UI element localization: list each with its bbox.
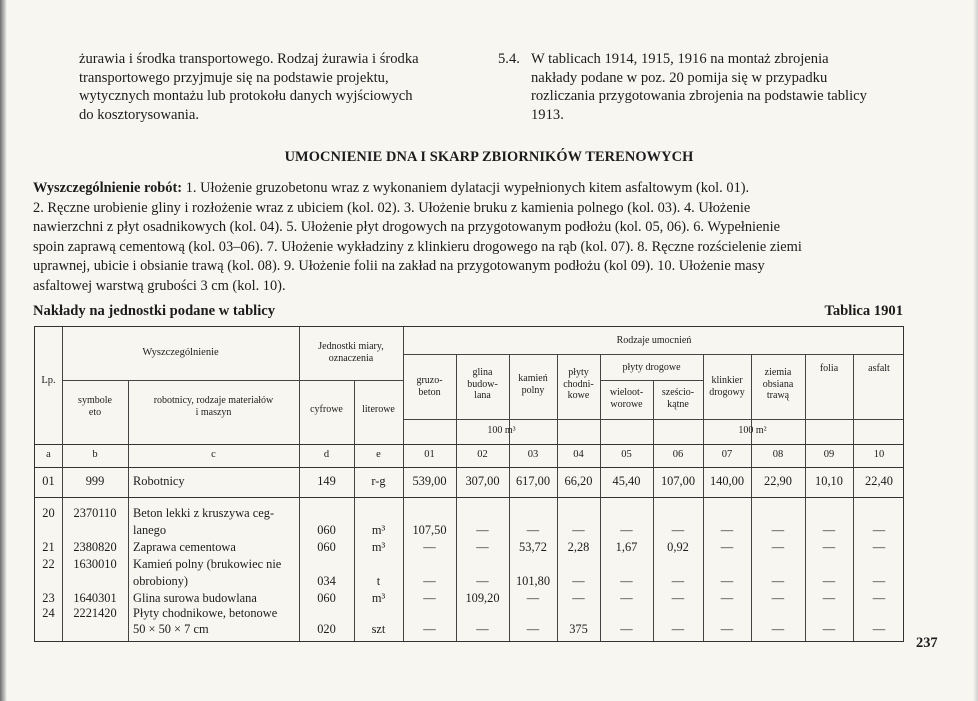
grid-line xyxy=(35,497,903,498)
text-line-content: 1. Ułożenie gruzobetonu wraz z wykonaniem dylatacji wypełnionych kitem asfaltowym (kol. 01). xyxy=(185,180,750,196)
page-binding-shadow xyxy=(0,0,7,701)
header-rodzaje: Rodzaje umocnień xyxy=(616,335,692,346)
grid-line xyxy=(62,380,403,381)
header-unit-left: 100 m³ xyxy=(487,425,516,436)
cell-value: 1,67 xyxy=(615,540,638,554)
header-line: robotnicy, rodzaje materiałów xyxy=(153,395,274,406)
header-unit-right: 100 m² xyxy=(738,425,767,436)
cell-value: — xyxy=(572,591,585,605)
cell-value: 539,00 xyxy=(412,474,447,488)
cell-symbol: 2370110 xyxy=(73,506,117,520)
header-ziemia xyxy=(751,367,805,402)
col-letter: 07 xyxy=(721,449,733,460)
header-line: płyty xyxy=(568,367,589,378)
page-number: 237 xyxy=(916,635,938,651)
cell-value: — xyxy=(872,622,886,636)
cell-name: Zaprawa cementowa xyxy=(133,540,236,554)
header-plyty-drogowe: płyty drogowe xyxy=(622,362,681,373)
cell-value: — xyxy=(720,622,734,636)
cell-value: 617,00 xyxy=(515,474,551,488)
cell-value: — xyxy=(476,622,489,636)
header-plyty-chodnikowe xyxy=(557,367,600,402)
cell-value: 307,00 xyxy=(465,474,500,488)
cell-cyfrowe: 034 xyxy=(317,574,336,588)
header-line: polny xyxy=(521,384,545,396)
header-line: wieloot- xyxy=(609,387,644,398)
cell-name: Glina surowa budowlana xyxy=(133,591,257,605)
cell-value: — xyxy=(671,622,685,636)
header-line: oznaczenia xyxy=(328,352,374,364)
paragraph-number: 5.4. xyxy=(498,51,520,67)
text-line: nakłady podane w poz. 20 pomija się w przypadku xyxy=(531,69,828,86)
text-line: asfaltowej warstwą grubości 3 cm (kol. 10). xyxy=(33,277,286,294)
cell-value: — xyxy=(572,574,585,588)
cell-name: Płyty chodnikowe, betonowe xyxy=(133,606,278,620)
cell-value: 10,10 xyxy=(815,474,843,488)
cell-value: — xyxy=(822,523,836,537)
section-title: UMOCNIENIE DNA I SKARP ZBIORNIKÓW TERENOWYCH xyxy=(284,149,694,165)
norms-table xyxy=(34,326,904,642)
grid-line xyxy=(35,444,903,445)
cell-value: — xyxy=(872,591,886,605)
text-line: transportowego przyjmuje się na podstawie projektu, xyxy=(79,69,389,86)
cell-lp: 22 xyxy=(42,557,55,571)
cell-literowe: r-g xyxy=(371,474,386,488)
cell-value: — xyxy=(620,523,633,537)
cell-value: — xyxy=(423,540,436,554)
header-line: drogowy xyxy=(709,386,745,398)
header-wielootworowe xyxy=(600,387,653,410)
header-line: gruzo- xyxy=(416,375,443,386)
cell-value: — xyxy=(720,540,734,554)
text-line: nawierzchni z płyt osadnikowych (kol. 04). 5. Ułożenie płyt drogowych na przygotowanym podłożu (kol. 05, 06). 6. Wypełnienie xyxy=(33,219,781,236)
cell-literowe: szt xyxy=(371,622,386,636)
cell-name: lanego xyxy=(133,523,167,537)
header-line: obsiana xyxy=(762,378,794,390)
cell-lp: 01 xyxy=(42,474,55,488)
col-letter: 02 xyxy=(477,449,488,460)
header-jednostki xyxy=(299,341,403,364)
cell-name: Beton lekki z kruszywa ceg- xyxy=(133,506,275,520)
header-line: kowe xyxy=(567,390,590,401)
header-symbole-eto xyxy=(62,395,128,418)
cell-value: — xyxy=(822,591,836,605)
col-letter: c xyxy=(211,449,216,460)
col-letter: 01 xyxy=(424,449,435,460)
cell-value: — xyxy=(872,523,886,537)
header-line: kątne xyxy=(667,398,689,410)
cell-cyfrowe: 060 xyxy=(317,540,336,554)
cell-literowe: m³ xyxy=(371,591,386,605)
cell-cyfrowe: 149 xyxy=(317,474,336,488)
cell-value: — xyxy=(822,622,836,636)
cell-value: 107,00 xyxy=(660,474,696,488)
description-label: Wyszczególnienie robót: xyxy=(33,180,183,196)
cell-literowe: m³ xyxy=(371,540,386,554)
cell-value: — xyxy=(423,622,436,636)
cell-name: obrobiony) xyxy=(133,574,189,588)
header-asfalt: asfalt xyxy=(868,363,890,374)
text-line: uprawnej, ubicie i obsianie trawą (kol. 08). 9. Ułożenie folii na zakład na przygotowanym podłożu (kol 09). 10. Ułożenie masy xyxy=(33,258,765,275)
grid-line xyxy=(600,380,703,381)
text-line: W tablicach 1914, 1915, 1916 na montaż zbrojenia xyxy=(531,51,829,67)
header-cyfrowe: cyfrowe xyxy=(310,404,343,415)
col-letter: d xyxy=(323,449,330,460)
cell-symbol: 2221420 xyxy=(73,606,117,620)
text-line: 1913. xyxy=(531,106,564,123)
header-line: eto xyxy=(88,406,102,418)
cell-cyfrowe: 060 xyxy=(317,591,336,605)
cell-value: 2,28 xyxy=(567,540,590,554)
header-line: glina xyxy=(472,367,493,378)
grid-line xyxy=(128,380,129,641)
cell-name: Kamień polny (brukowiec nie xyxy=(133,557,282,571)
cell-value: — xyxy=(476,523,489,537)
cell-value: — xyxy=(771,591,785,605)
header-line: sześcio- xyxy=(661,387,695,398)
grid-line xyxy=(35,467,903,468)
cell-value: 109,20 xyxy=(465,591,500,605)
cell-value: — xyxy=(872,540,886,554)
cell-lp: 21 xyxy=(42,540,55,554)
cell-value: — xyxy=(771,523,785,537)
cell-value: — xyxy=(476,574,489,588)
cell-symbol: 2380820 xyxy=(73,540,117,554)
header-literowe: literowe xyxy=(362,404,395,415)
header-szesciokatne xyxy=(653,387,703,410)
cell-value: — xyxy=(620,622,633,636)
header-line: Jednostki miary, xyxy=(318,341,384,352)
cell-value: — xyxy=(423,574,436,588)
cell-value: — xyxy=(872,574,886,588)
text-line: wytycznych montażu lub protokołu danych wyjściowych xyxy=(79,88,413,104)
cell-name: Robotnicy xyxy=(133,474,185,488)
header-line: symbole xyxy=(78,395,112,406)
header-line: i maszyn xyxy=(195,406,232,418)
col-letter: 03 xyxy=(527,449,539,460)
header-glina xyxy=(456,367,509,402)
text-line: spoin zaprawą cementową (kol. 03–06). 7. Ułożenie wykładziny z klinkieru drogowego na rąb (kol. 07). 8. Ręczne rozścielenie ziemi xyxy=(33,238,802,255)
cell-value: 53,72 xyxy=(519,540,547,554)
cell-value: 22,90 xyxy=(764,474,792,488)
cell-value: 0,92 xyxy=(667,540,689,554)
top-right-paragraph xyxy=(531,50,903,124)
header-wyszczegolnienie: Wyszczególnienie xyxy=(142,347,219,358)
cell-value: 101,80 xyxy=(515,574,551,588)
col-letter: 08 xyxy=(772,449,784,460)
header-line: beton xyxy=(418,386,441,398)
cell-value: — xyxy=(720,523,734,537)
header-robotnicy xyxy=(128,395,299,418)
works-description xyxy=(33,179,903,297)
col-letter: 10 xyxy=(873,449,885,460)
col-letter: b xyxy=(92,449,98,460)
top-left-paragraph xyxy=(79,50,456,124)
text-line: do kosztorysowania. xyxy=(79,106,199,123)
col-letter: 06 xyxy=(672,449,684,460)
col-letter: 09 xyxy=(823,449,835,460)
cell-value: — xyxy=(476,540,489,554)
cell-value: — xyxy=(423,591,436,605)
cell-symbol: 999 xyxy=(85,474,105,488)
header-line: chodni- xyxy=(563,378,594,390)
cell-lp: 24 xyxy=(42,606,55,620)
cell-value: — xyxy=(822,540,836,554)
cell-value: — xyxy=(671,591,685,605)
table-caption: Nakłady na jednostki podane w tablicy xyxy=(33,303,276,319)
cell-symbol: 1630010 xyxy=(73,557,117,571)
text-line xyxy=(33,179,903,199)
cell-value: 66,20 xyxy=(564,474,593,488)
cell-value: — xyxy=(526,622,540,636)
cell-value: — xyxy=(620,574,633,588)
header-line: budow- xyxy=(467,378,498,390)
header-gruzobeton xyxy=(403,375,456,398)
cell-value: 22,40 xyxy=(865,474,893,488)
cell-symbol: 1640301 xyxy=(73,591,117,605)
cell-value: 140,00 xyxy=(709,474,745,488)
col-letter: 04 xyxy=(573,449,584,460)
text-line: rozliczania przygotowania zbrojenia na podstawie tablicy xyxy=(531,88,867,104)
cell-value: 375 xyxy=(569,622,588,636)
text-line: 2. Ręczne urobienie gliny i rozłożenie wraz z ubiciem (kol. 02). 3. Ułożenie bruku z kamienia polnego (kol. 03). 4. Ułożenie xyxy=(33,199,751,216)
cell-value: — xyxy=(671,523,685,537)
page-edge-shadow xyxy=(973,0,978,701)
cell-literowe: t xyxy=(376,574,381,588)
cell-value: 45,40 xyxy=(612,474,641,488)
cell-value: — xyxy=(526,523,540,537)
header-line: lana xyxy=(474,390,491,401)
cell-value: — xyxy=(720,591,734,605)
cell-cyfrowe: 020 xyxy=(317,622,336,636)
cell-value: — xyxy=(771,574,785,588)
cell-name: 50 × 50 × 7 cm xyxy=(133,622,209,636)
cell-value: — xyxy=(671,574,685,588)
col-letter: a xyxy=(46,449,51,460)
cell-lp: 23 xyxy=(42,591,55,605)
cell-lp: 20 xyxy=(42,506,55,520)
cell-cyfrowe: 060 xyxy=(317,523,336,537)
table-number: Tablica 1901 xyxy=(824,303,903,319)
col-letter: 05 xyxy=(621,449,632,460)
header-folia: folia xyxy=(819,363,839,374)
text-line: żurawia i środka transportowego. Rodzaj żurawia i środka xyxy=(79,51,419,67)
header-line: kamień xyxy=(518,373,548,384)
col-letter: e xyxy=(376,449,381,460)
cell-value: — xyxy=(526,591,540,605)
cell-literowe: m³ xyxy=(371,523,386,537)
header-line: ziemia xyxy=(764,367,792,378)
header-line: klinkier xyxy=(711,375,743,386)
cell-value: — xyxy=(822,574,836,588)
header-lp: Lp. xyxy=(41,375,56,386)
header-line: worowe xyxy=(610,398,643,410)
cell-value: — xyxy=(572,523,585,537)
cell-value: — xyxy=(720,574,734,588)
header-kamien xyxy=(509,373,557,396)
cell-value: 107,50 xyxy=(412,523,447,537)
cell-value: — xyxy=(620,591,633,605)
cell-value: — xyxy=(771,622,785,636)
header-klinkier xyxy=(703,375,751,398)
grid-line xyxy=(403,419,903,420)
cell-value: — xyxy=(771,540,785,554)
grid-line xyxy=(403,354,903,355)
header-line: trawą xyxy=(766,390,790,401)
